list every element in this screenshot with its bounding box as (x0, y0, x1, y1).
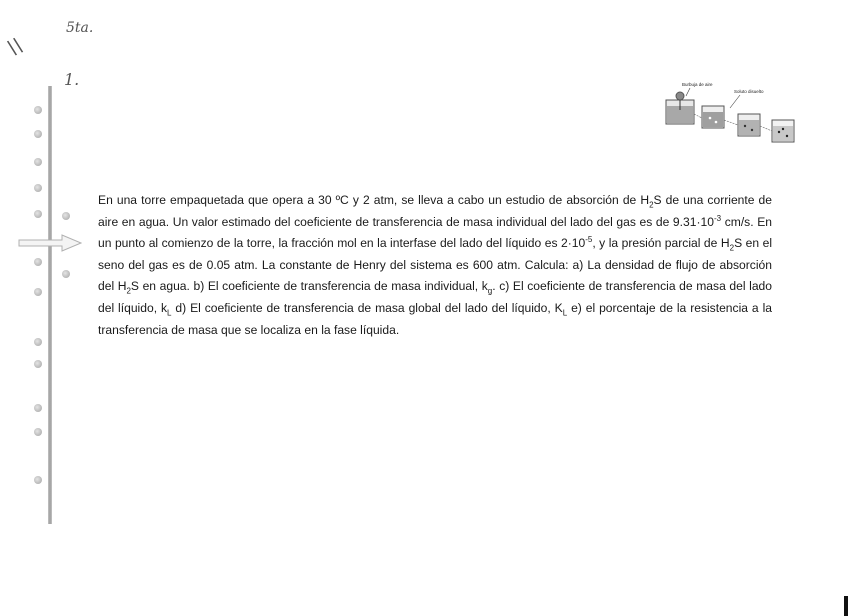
figure-label-bubble: Burbuja de aire (682, 82, 713, 87)
punch-hole (34, 258, 42, 266)
punch-hole (34, 338, 42, 346)
punch-hole (62, 212, 70, 220)
punch-hole (34, 404, 42, 412)
beaker-1 (666, 92, 694, 124)
text-segment: S en el seno del gas es de 0.05 atm. La constante de Henry del sistema es 600 atm. Calcula: a) La densidad de flujo de absorción del H (98, 236, 773, 294)
text-segment: d) El coeficiente de transferencia de masa global del lado del líquido, K (171, 300, 563, 315)
handwritten-question-number: 1. (64, 70, 80, 89)
binder-margin-line (48, 86, 52, 524)
text-segment: En una torre empaquetada que opera a 30 ºC y 2 atm, se lleva a cabo un estudio de absorción de H (98, 193, 650, 207)
absorption-beakers-figure (660, 78, 810, 144)
page-edge-mark (844, 596, 848, 616)
subscript: L (562, 308, 568, 318)
text-segment: cm/s. En un punto al comienzo de la torre, la fracción mol en la interfase del lado del líquido es 2·10 (98, 214, 772, 251)
figure-label-solute: Soluto disuelto (734, 89, 764, 94)
problem-statement (98, 190, 772, 341)
punch-hole (34, 476, 42, 484)
subscript: 2 (126, 286, 131, 296)
beaker-4 (772, 120, 794, 142)
punch-hole (34, 184, 42, 192)
punch-hole (34, 158, 42, 166)
superscript: -5 (585, 235, 593, 245)
punch-hole (34, 288, 42, 296)
punch-hole (34, 210, 42, 218)
subscript: L (167, 308, 172, 318)
text-segment: e) el porcentaje de la resistencia a la transferencia de masa que se localiza en la fase líquida. (98, 300, 772, 337)
punch-hole (34, 130, 42, 138)
punch-hole (34, 428, 42, 436)
text-segment: S de una corriente de aire en agua. Un valor estimado del coeficiente de transferencia de masa individual del lado del gas es de 9.31·10 (98, 193, 773, 229)
handwritten-tick-mark: \\ (3, 32, 26, 60)
beaker-3 (738, 114, 760, 136)
punch-hole (62, 270, 70, 278)
subscript: 2 (649, 200, 654, 210)
beaker-2 (702, 106, 724, 128)
pointer-arrow-icon (18, 234, 82, 252)
handwritten-title: 5ta. (66, 20, 94, 36)
text-segment: , y la presión parcial de H (592, 236, 730, 251)
text-segment: . c) El coeficiente de transferencia de masa del lado del líquido, k (98, 279, 772, 315)
text-segment: S en agua. b) El coeficiente de transferencia de masa individual, k (130, 279, 488, 294)
subscript: g (487, 286, 493, 296)
subscript: 2 (729, 243, 735, 253)
superscript: -3 (713, 213, 722, 223)
punch-hole (34, 360, 42, 368)
punch-hole (34, 106, 42, 114)
